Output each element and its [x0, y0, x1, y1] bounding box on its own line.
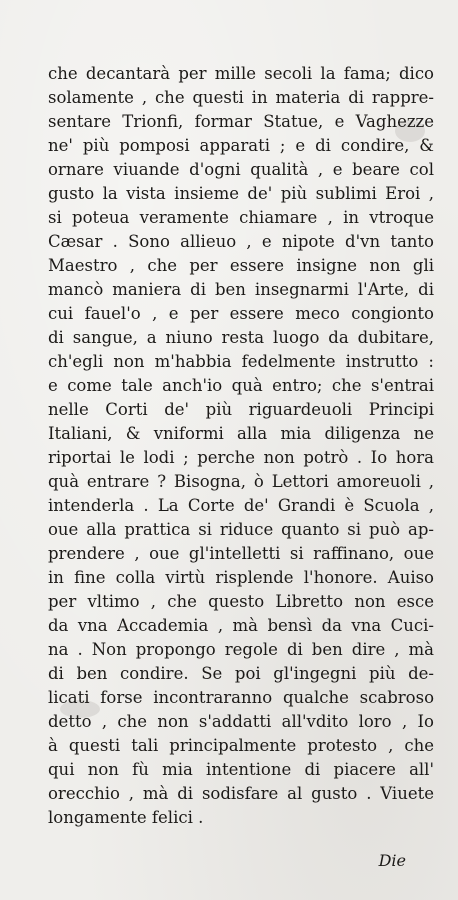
text-line: sentare Trionfi, formar Statue, e Vaghezze: [48, 112, 434, 131]
text-line: Italiani, & vniformi alla mia diligenza ne: [48, 424, 434, 443]
text-line: ornare viuande d'ogni qualità , e beare col: [48, 160, 434, 179]
text-line: in fine colla virtù risplende l'honore. Auiso: [48, 568, 434, 587]
text-line: orecchio , mà di sodisfare al gusto . Viuete: [48, 784, 434, 803]
body-text: [48, 62, 434, 830]
text-line: licati forse incontraranno qualche scabroso: [48, 688, 434, 707]
text-line: e come tale anch'io quà entro; che s'entrai: [48, 376, 434, 395]
text-line: Cæsar . Sono allieuo , e nipote d'vn tanto: [48, 232, 434, 251]
text-line: riportai le lodi ; perche non potrò . Io hora: [48, 448, 434, 467]
text-line: ch'egli non m'habbia fedelmente instrutto :: [48, 352, 434, 371]
text-line: na . Non propongo regole di ben dire , mà: [48, 640, 434, 659]
text-line: oue alla prattica si riduce quanto si può ap-: [48, 520, 434, 539]
text-line: cui fauel'o , e per essere meco congionto: [48, 304, 434, 323]
text-line: à questi tali principalmente protesto , che: [48, 736, 434, 755]
text-line: qui non fù mia intentione di piacere all': [48, 760, 434, 779]
text-line: da vna Accademia , mà bensì da vna Cuci-: [48, 616, 434, 635]
text-line: nelle Corti de' più riguardeuoli Principi: [48, 400, 434, 419]
text-line: detto , che non s'addatti all'vdito loro , Io: [48, 712, 434, 731]
text-line: intenderla . La Corte de' Grandi è Scuola ,: [48, 496, 434, 515]
text-line: mancò maniera di ben insegnarmi l'Arte, di: [48, 280, 434, 299]
text-line: di sangue, a niuno resta luogo da dubitare,: [48, 328, 434, 347]
text-line: gusto la vista insieme de' più sublimi Eroi ,: [48, 184, 434, 203]
text-line: si poteua veramente chiamare , in vtroque: [48, 208, 434, 227]
text-line: per vltimo , che questo Libretto non esce: [48, 592, 434, 611]
text-line: Maestro , che per essere insigne non gli: [48, 256, 434, 275]
catchword: Die: [378, 851, 406, 870]
text-line: ne' più pomposi apparati ; e di condire, &: [48, 136, 434, 155]
text-line: quà entrare ? Bisogna, ò Lettori amoreuoli ,: [48, 472, 434, 491]
text-line: longamente felici .: [48, 808, 204, 827]
text-line: di ben condire. Se poi gl'ingegni più de-: [48, 664, 434, 683]
text-line: che decantarà per mille secoli la fama; dico: [48, 64, 434, 83]
text-line: solamente , che questi in materia di rappre-: [48, 88, 434, 107]
text-line: prendere , oue gl'intelletti si raffinano, oue: [48, 544, 434, 563]
